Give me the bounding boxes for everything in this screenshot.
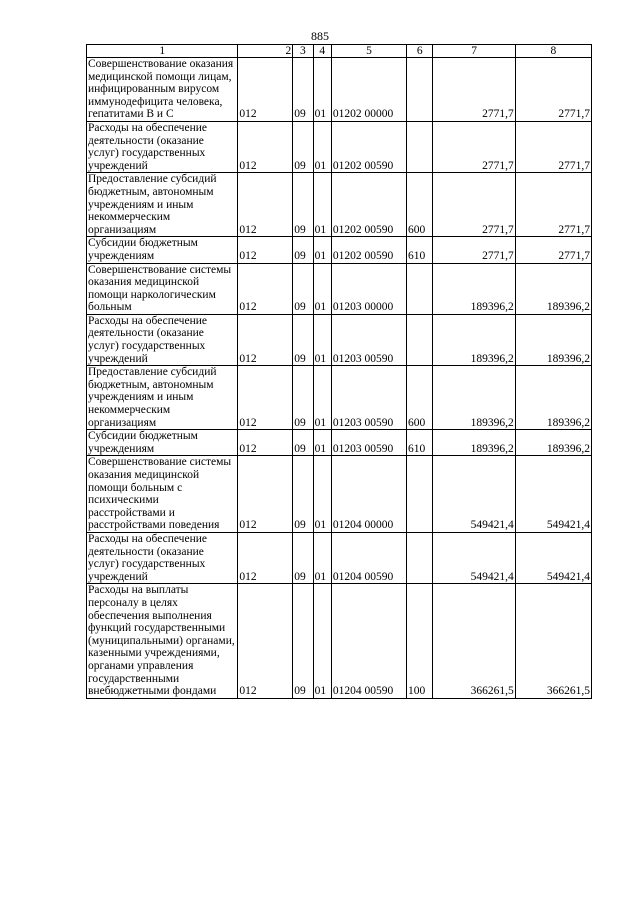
row-col-5: 01204 00590 [331, 532, 406, 583]
row-col-3: 09 [293, 173, 313, 237]
row-col-7: 189396,2 [433, 366, 515, 430]
table-row [87, 237, 592, 263]
row-name: Совершенствование оказания медицинской помощи лицам, инфицированным вирусом иммунодефицита человека, гепатитами В и С [87, 58, 238, 122]
row-name: Предоставление субсидий бюджетным, автономным учреждениям и иным некоммерческим организациям [87, 173, 238, 237]
row-col-8: 2771,7 [515, 237, 591, 263]
row-col-8: 366261,5 [515, 584, 591, 698]
column-header-7: 7 [433, 45, 515, 58]
row-name: Субсидии бюджетным учреждениям [87, 430, 238, 456]
row-col-2: 012 [238, 121, 293, 172]
row-col-6 [407, 58, 433, 122]
row-name: Расходы на обеспечение деятельности (оказание услуг) государственных учреждений [87, 314, 238, 365]
row-col-4: 01 [313, 532, 331, 583]
row-col-2: 012 [238, 430, 293, 456]
row-col-4: 01 [313, 237, 331, 263]
row-col-7: 189396,2 [433, 430, 515, 456]
budget-table [86, 44, 592, 699]
row-col-7: 2771,7 [433, 237, 515, 263]
row-col-2: 012 [238, 532, 293, 583]
row-col-5: 01202 00590 [331, 173, 406, 237]
row-name: Расходы на выплаты персоналу в целях обеспечения выполнения функций государственными (муниципальными) органами, казенными учреждениями, органами управления государственными внебюджетными фондами [87, 584, 238, 698]
row-col-3: 09 [293, 237, 313, 263]
row-col-6 [407, 314, 433, 365]
row-col-8: 2771,7 [515, 121, 591, 172]
row-col-2: 012 [238, 456, 293, 533]
row-name: Предоставление субсидий бюджетным, автономным учреждениям и иным некоммерческим организациям [87, 366, 238, 430]
row-col-5: 01202 00590 [331, 121, 406, 172]
row-col-6 [407, 263, 433, 314]
row-col-2: 012 [238, 173, 293, 237]
table-row [87, 173, 592, 237]
row-col-4: 01 [313, 314, 331, 365]
row-col-3: 09 [293, 584, 313, 698]
row-col-6 [407, 121, 433, 172]
row-name: Субсидии бюджетным учреждениям [87, 237, 238, 263]
table-body [87, 58, 592, 699]
row-col-6 [407, 456, 433, 533]
row-col-4: 01 [313, 58, 331, 122]
header-row [87, 45, 592, 58]
row-col-4: 01 [313, 456, 331, 533]
row-col-7: 2771,7 [433, 173, 515, 237]
row-col-2: 012 [238, 584, 293, 698]
row-col-3: 09 [293, 456, 313, 533]
row-col-6: 100 [407, 584, 433, 698]
table-row [87, 456, 592, 533]
row-col-3: 09 [293, 314, 313, 365]
row-col-7: 189396,2 [433, 263, 515, 314]
row-col-2: 012 [238, 263, 293, 314]
column-header-8: 8 [515, 45, 591, 58]
column-header-4: 4 [313, 45, 331, 58]
row-col-5: 01203 00000 [331, 263, 406, 314]
table-row [87, 584, 592, 698]
column-header-6: 6 [407, 45, 433, 58]
row-col-5: 01203 00590 [331, 366, 406, 430]
table-row [87, 532, 592, 583]
row-col-7: 549421,4 [433, 456, 515, 533]
row-col-8: 189396,2 [515, 314, 591, 365]
row-col-6 [407, 532, 433, 583]
row-col-3: 09 [293, 121, 313, 172]
row-col-8: 189396,2 [515, 263, 591, 314]
row-col-5: 01203 00590 [331, 314, 406, 365]
row-col-5: 01204 00000 [331, 456, 406, 533]
row-name: Совершенствование системы оказания медицинской помощи наркологическим больным [87, 263, 238, 314]
row-col-6: 600 [407, 366, 433, 430]
row-name: Совершенствование системы оказания медицинской помощи больным с психическими расстройствами и расстройствами поведения [87, 456, 238, 533]
table-row [87, 263, 592, 314]
row-col-7: 189396,2 [433, 314, 515, 365]
row-col-5: 01202 00000 [331, 58, 406, 122]
row-col-8: 2771,7 [515, 58, 591, 122]
row-name: Расходы на обеспечение деятельности (оказание услуг) государственных учреждений [87, 121, 238, 172]
column-header-2: 2 [238, 45, 293, 58]
row-col-8: 189396,2 [515, 366, 591, 430]
row-col-7: 549421,4 [433, 532, 515, 583]
column-header-1: 1 [87, 45, 238, 58]
row-col-4: 01 [313, 263, 331, 314]
table-header [87, 45, 592, 58]
row-col-4: 01 [313, 121, 331, 172]
table-row [87, 314, 592, 365]
row-col-5: 01202 00590 [331, 237, 406, 263]
column-header-3: 3 [293, 45, 313, 58]
row-col-8: 549421,4 [515, 532, 591, 583]
row-col-4: 01 [313, 430, 331, 456]
row-col-6: 610 [407, 430, 433, 456]
row-col-7: 2771,7 [433, 58, 515, 122]
table-row [87, 121, 592, 172]
row-name: Расходы на обеспечение деятельности (оказание услуг) государственных учреждений [87, 532, 238, 583]
row-col-2: 012 [238, 237, 293, 263]
row-col-7: 366261,5 [433, 584, 515, 698]
row-col-8: 189396,2 [515, 430, 591, 456]
row-col-6: 600 [407, 173, 433, 237]
page-number: 885 [311, 29, 329, 43]
row-col-7: 2771,7 [433, 121, 515, 172]
row-col-4: 01 [313, 366, 331, 430]
row-col-3: 09 [293, 430, 313, 456]
row-col-8: 549421,4 [515, 456, 591, 533]
row-col-5: 01204 00590 [331, 584, 406, 698]
row-col-4: 01 [313, 584, 331, 698]
row-col-2: 012 [238, 366, 293, 430]
row-col-4: 01 [313, 173, 331, 237]
row-col-6: 610 [407, 237, 433, 263]
table-row [87, 58, 592, 122]
row-col-5: 01203 00590 [331, 430, 406, 456]
table-row [87, 366, 592, 430]
row-col-2: 012 [238, 58, 293, 122]
row-col-3: 09 [293, 263, 313, 314]
row-col-8: 2771,7 [515, 173, 591, 237]
row-col-3: 09 [293, 532, 313, 583]
row-col-3: 09 [293, 366, 313, 430]
table-row [87, 430, 592, 456]
row-col-3: 09 [293, 58, 313, 122]
row-col-2: 012 [238, 314, 293, 365]
column-header-5: 5 [331, 45, 406, 58]
